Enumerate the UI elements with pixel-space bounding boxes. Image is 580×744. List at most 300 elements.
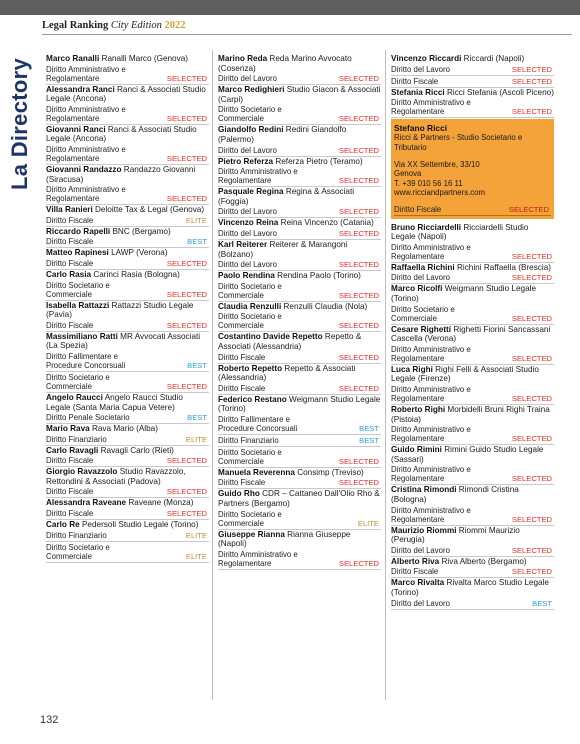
firm-name: Richini Raffaella (Brescia) [456,262,552,272]
firm-name: Ricci Stefania (Ascoli Piceno) [446,87,554,97]
lawyer-name: Paolo Rendina [218,271,275,281]
firm-name: Ricciardelli Studio Legale (Napoli) [391,222,529,242]
entry-heading [391,405,554,424]
ranking-row [391,505,554,526]
ranking-badge: SELECTED [338,321,379,331]
ranking-badge: SELECTED [166,153,207,163]
ranking-row [46,530,209,542]
ranking-badge: SELECTED [511,107,552,117]
directory-entry [218,54,381,85]
practice-area: Diritto Amministrativo e Regolamentare [218,549,298,568]
ranking-row [218,414,381,435]
ranking-badge: SELECTED [166,381,207,391]
lawyer-name: Riccardo Rapelli [46,226,111,236]
directory-entry [218,302,381,333]
entry-heading [46,498,209,508]
practice-area: Diritto Societario e Commerciale [218,447,282,466]
lawyer-name: Pietro Referza [218,156,274,166]
ranking-badge: BEST [187,237,207,247]
practice-area: Diritto del Lavoro [218,145,277,155]
lawyer-name: Alessandra Ranci [46,84,115,94]
entry-heading [391,88,554,98]
ranking-badge: BEST [187,360,207,370]
ranking-row [218,311,381,332]
practice-area: Diritto Amministrativo e Regolamentare [46,144,126,163]
entry-heading [46,467,209,486]
ranking-row [218,145,381,157]
firm-city: Genova [394,169,422,179]
ranking-row [46,351,209,372]
ranking-badge: BEST [187,413,207,423]
ranking-badge: SELECTED [166,456,207,466]
ranking-row [218,166,381,187]
entry-heading [391,365,554,384]
ranking-row [391,344,554,365]
directory-entry [46,54,209,85]
ranking-badge: ELITE [185,434,207,444]
lawyer-name: Cristina Rimondi [391,485,457,495]
directory-entry [46,446,209,468]
lawyer-name: Carlo Rasia [46,269,92,279]
lawyer-name: Karl Reiterer [218,239,268,249]
entry-heading [46,125,209,144]
lawyer-name: Maurizio Riommi [391,525,457,535]
entry-heading [391,526,554,545]
ranking-badge: SELECTED [511,251,552,261]
firm-name: Repetto & Associati (Alessandria) [218,332,362,351]
practice-area: Diritto del Lavoro [391,64,450,74]
entry-heading [218,302,381,312]
ranking-row [218,73,381,85]
directory-entry [218,332,381,363]
entry-heading [46,205,209,215]
practice-area: Diritto Fiscale [46,320,94,330]
directory-entry [46,467,209,498]
firm-name: Rimondi Cristina (Bologna) [391,485,519,504]
lawyer-name: Vincenzo Reina [218,218,279,228]
practice-area: Diritto Finanziario [218,435,279,445]
entry-heading [218,218,381,228]
firm-name: Carinci Rasia (Bologna) [93,269,180,279]
practice-area: Diritto Amministrativo e Regolamentare [46,185,126,204]
practice-area: Diritto Finanziario [46,434,107,444]
lawyer-name: Matteo Rapinesi [46,248,109,258]
directory-entry [391,223,554,263]
directory-entry [46,301,209,332]
lawyer-name: Vincenzo Riccardi [391,54,462,63]
directory-entry [391,557,554,579]
practice-area: Diritto Fiscale [218,383,266,393]
entry-heading [46,227,209,237]
ranking-row [46,236,209,248]
ranking-row [46,215,209,227]
entry-heading [46,520,209,530]
lawyer-name: Giandolfo Redini [218,125,284,135]
lawyer-name: Giorgio Ravazzolo [46,467,118,477]
firm-name: Righetti Fiorini Sancassani Cascella (Verona) [391,324,551,344]
lawyer-name: Manuela Reverenna [218,467,295,477]
firm-name: Renzulli Claudia (Nola) [283,301,368,311]
firm-name: Randazzo Giovanni (Siracusa) [46,164,196,184]
practice-area: Diritto Amministrativo e Regolamentare [391,384,471,403]
directory-entry [391,485,554,525]
ranking-row [218,435,381,447]
directory-entry [218,364,381,395]
practice-area: Diritto Fiscale [46,456,94,466]
directory-entry [46,393,209,424]
ranking-row [46,455,209,467]
entry-heading [46,248,209,258]
firm-name: LAWP (Verona) [111,248,168,258]
lawyer-name: Marco Ranalli [46,54,100,63]
ranking-row [46,104,209,125]
directory-entry [218,187,381,218]
practice-area: Diritto Societario e Commerciale [218,281,282,300]
ranking-row [391,598,554,610]
entry-heading [218,468,381,478]
practice-area: Diritto Fiscale [46,509,94,519]
practice-area: Diritto Finanziario [46,530,107,540]
ranking-badge: SELECTED [511,76,552,86]
ranking-badge: SELECTED [511,474,552,484]
ranking-row [391,464,554,485]
ranking-row [46,320,209,332]
ranking-badge: ELITE [357,518,379,528]
entry-heading [391,485,554,504]
ranking-badge: SELECTED [338,176,379,186]
firm-address: Via XX Settembre, 33/10 [394,160,480,169]
practice-area: Diritto Amministrativo e Regolamentare [391,242,471,261]
firm-name: Weigmann Studio Legale (Torino) [218,394,381,414]
firm-name: Ranci & Associati Studio Legale (Ancona) [46,124,197,144]
directory-entry [46,424,209,446]
ranking-row [46,144,209,165]
header-year: 2022 [164,20,186,31]
lawyer-name: Marino Reda [218,54,268,63]
ranking-row [391,304,554,325]
practice-area: Diritto del Lavoro [218,74,277,84]
ranking-row [391,64,554,76]
side-title-text: La Directory [7,58,32,190]
directory-entry [218,530,381,570]
directory-entry [391,578,554,609]
practice-area: Diritto del Lavoro [218,207,277,217]
lawyer-name: Stefania Ricci [391,87,445,97]
directory-entry [46,520,209,563]
lawyer-name: Villa Ranieri [46,205,93,215]
lawyer-name: Pasquale Regina [218,187,284,197]
column-divider [385,50,386,700]
lawyer-name: Angelo Raucci [46,392,103,402]
directory-entry [46,85,209,125]
lawyer-name: Guido Rho [218,489,260,499]
ranking-badge: SELECTED [338,290,379,300]
firm-name: Ranci & Associati Studio Legale (Ancona) [46,84,206,104]
ranking-badge: SELECTED [511,273,552,283]
directory-entry [218,125,381,156]
entry-heading [46,85,209,104]
ranking-row [46,64,209,85]
entry-heading [46,301,209,320]
firm-name: Rimini Guido Studio Legale (Sassari) [391,445,544,464]
lawyer-name: Costantino Davide Repetto [218,332,323,342]
firm-name: Rianna Giuseppe (Napoli) [218,529,351,549]
practice-area: Diritto Fiscale [46,258,94,268]
ranking-badge: ELITE [185,215,207,225]
ranking-row [218,383,381,395]
firm-name: Ranalli Marco (Genova) [101,54,188,63]
practice-area: Diritto Fiscale [394,204,442,214]
entry-heading [218,187,381,206]
directory-entry [46,165,209,205]
publication-header [42,20,186,31]
ranking-badge: SELECTED [511,514,552,524]
directory-entry [391,54,554,88]
ranking-row [391,76,554,88]
ranking-badge: SELECTED [338,383,379,393]
ranking-row [218,104,381,125]
ranking-badge: SELECTED [511,313,552,323]
ranking-row [46,280,209,301]
spacer [394,152,551,160]
firm-name: Reda Marino Avvocato (Cosenza) [218,54,352,73]
column-divider [212,50,213,700]
entry-heading [46,165,209,184]
firm-name: Rivalta Marco Studio Legale (Torino) [391,578,549,597]
lawyer-name: Isabella Rattazzi [46,300,110,310]
ranking-row [218,352,381,364]
ranking-badge: SELECTED [338,456,379,466]
directory-entry [46,125,209,165]
firm-name: Rava Mario (Alba) [91,424,158,434]
firm-name: Raveane (Monza) [128,498,194,508]
ranking-row [46,412,209,424]
practice-area: Diritto Societario e Commerciale [46,372,110,391]
directory-entry [391,263,554,285]
ranking-row [218,477,381,489]
practice-area: Diritto Societario e Commerciale [46,542,110,561]
firm-name: Rattazzi Studio Legale (Pavia) [46,300,194,320]
firm-phone: T. +39 010 56 16 11 [394,178,463,188]
firm-name: Riommi Maurizio (Perugia) [391,525,520,545]
lawyer-name: Roberto Repetto [218,363,283,373]
entry-heading [391,263,554,273]
page-number: 132 [40,714,59,726]
ranking-badge: SELECTED [338,114,379,124]
practice-area: Diritto Amministrativo e Regolamentare [46,64,126,83]
ranking-row [218,281,381,302]
entry-heading [218,530,381,549]
ranking-badge: SELECTED [338,145,379,155]
firm-name: Studio Giacon & Associati (Carpi) [218,85,381,104]
lawyer-name: Marco Redighieri [218,85,285,95]
ranking-badge: SELECTED [511,434,552,444]
header-rule [42,34,572,35]
ranking-badge: SELECTED [338,260,379,270]
ranking-badge: SELECTED [338,207,379,217]
firm-name: Consimp (Treviso) [297,467,364,477]
lawyer-name: Claudia Renzulli [218,301,282,311]
practice-area: Diritto Fiscale [218,352,266,362]
entry-heading [46,393,209,412]
firm-name: Ravagli Carlo (Rieti) [100,445,174,455]
ranking-badge: SELECTED [338,352,379,362]
entry-heading [218,157,381,167]
firm-name: Weigmann Studio Legale (Torino) [391,284,537,303]
practice-area: Diritto Fallimentare e Procedure Concorsuali [218,414,298,433]
ranking-badge: SELECTED [511,393,552,403]
practice-area: Diritto Societario e Commerciale [391,304,455,323]
directory-entry [46,205,209,227]
firm-name: Ricci & Partners - Studio Societario e Tributario [394,133,523,152]
directory-entry [218,85,381,125]
ranking-row [394,204,551,216]
ranking-row [218,228,381,240]
practice-area: Diritto Societario e Commerciale [218,105,282,124]
directory-entry [391,325,554,365]
directory-entry [218,395,381,468]
lawyer-name: Guido Rimini [391,445,442,455]
lawyer-name: Roberto Righi [391,404,446,414]
lawyer-name: Bruno Ricciardelli [391,222,462,232]
entry-heading [46,270,209,280]
lawyer-name: Massimiliano Ratti [46,331,118,341]
ranking-badge: BEST [359,435,379,445]
entry-heading [218,332,381,351]
directory-entry [46,227,209,249]
practice-area: Diritto Fiscale [391,76,439,86]
directory-entry [218,218,381,240]
directory-entry [391,284,554,324]
practice-area: Diritto Fallimentare e Procedure Concorsuali [46,351,126,370]
ranking-badge: SELECTED [166,509,207,519]
firm-name: Riva Alberto (Bergamo) [441,556,527,566]
ranking-badge: SELECTED [511,567,552,577]
entry-heading [391,445,554,464]
ranking-row [218,206,381,218]
directory-entry [391,88,554,119]
directory-column-1 [46,54,209,563]
ranking-badge: SELECTED [166,320,207,330]
ranking-row [46,486,209,498]
header-title: Legal Ranking [42,20,109,31]
firm-name: Reiterer & Marangoni (Bolzano) [218,239,348,259]
directory-column-3 [391,54,554,610]
lawyer-name: Giovanni Ranci [46,124,106,134]
firm-name: Rendina Paolo (Torino) [277,271,361,281]
featured-entry [391,119,554,218]
entry-heading [391,325,554,344]
ranking-row [46,184,209,205]
ranking-row [46,542,209,563]
entry-heading [218,125,381,144]
practice-area: Diritto Fiscale [46,237,94,247]
entry-heading [218,395,381,414]
side-title [6,54,34,194]
ranking-row [391,545,554,557]
practice-area: Diritto Amministrativo e Regolamentare [391,344,471,363]
ranking-badge: SELECTED [166,113,207,123]
practice-area: Diritto del Lavoro [218,228,277,238]
firm-name: MR Avvocati Associati (La Spezia) [46,331,201,351]
directory-entry [218,240,381,271]
ranking-row [391,97,554,118]
ranking-badge: SELECTED [338,228,379,238]
practice-area: Diritto del Lavoro [391,273,450,283]
practice-area: Diritto Fiscale [391,567,439,577]
entry-heading [391,578,554,597]
entry-heading [218,85,381,104]
practice-area: Diritto Societario e Commerciale [218,312,282,331]
firm-name: Reina Vincenzo (Catania) [280,218,374,228]
ranking-badge: BEST [532,598,552,608]
lawyer-name: Marco Ricolfi [391,284,443,294]
practice-area: Diritto Amministrativo e Regolamentare [391,98,471,117]
lawyer-name: Marco Rivalta [391,578,445,588]
ranking-badge: SELECTED [511,353,552,363]
entry-heading [391,223,554,242]
lawyer-name: Mario Rava [46,424,90,434]
entry-heading [46,332,209,351]
ranking-badge: SELECTED [166,289,207,299]
directory-entry [46,498,209,520]
firm-name: Redini Giandolfo (Palermo) [218,125,347,144]
ranking-row [218,447,381,468]
ranking-badge: SELECTED [166,258,207,268]
directory-entry [391,405,554,445]
directory-entry [46,332,209,393]
practice-area: Diritto Societario e Commerciale [218,509,282,528]
ranking-badge: BEST [359,423,379,433]
ranking-row [391,242,554,263]
ranking-badge: SELECTED [166,194,207,204]
directory-entry [46,248,209,270]
practice-area: Diritto Amministrativo e Regolamentare [391,505,471,524]
ranking-row [46,434,209,446]
ranking-row [46,258,209,270]
entry-heading [218,54,381,73]
directory-entry [391,526,554,557]
firm-name: Angelo Raucci Studio Legale (Santa Maria Capua Vetere) [46,392,183,412]
directory-entry [218,157,381,188]
lawyer-name: Alessandra Raveane [46,498,127,508]
ranking-row [391,384,554,405]
entry-heading [46,446,209,456]
ranking-badge: ELITE [185,551,207,561]
entry-heading [46,424,209,434]
practice-area: Diritto del Lavoro [391,598,450,608]
practice-area: Diritto Societario e Commerciale [46,280,110,299]
firm-name: Morbidelli Bruni Righi Traina (Pistoia) [391,404,550,424]
lawyer-name: Raffaella Richini [391,262,455,272]
practice-area: Diritto del Lavoro [391,545,450,555]
practice-area: Diritto Fiscale [218,478,266,488]
practice-area: Diritto Fiscale [46,215,94,225]
lawyer-name: Giuseppe Rianna [218,529,285,539]
firm-name: Referza Pietro (Teramo) [275,156,363,166]
entry-heading [391,54,554,64]
lawyer-name: Cesare Righetti [391,324,452,334]
ranking-row [391,566,554,578]
ranking-row [218,259,381,271]
lawyer-name: Carlo Ravagli [46,445,99,455]
lawyer-name: Stefano Ricci [394,123,448,134]
lawyer-name: Giovanni Randazzo [46,164,122,174]
directory-entry [391,445,554,485]
firm-name: CDR – Cattaneo Dall'Olio Rho & Partners (Bergamo) [218,489,380,509]
firm-name: Riccardi (Napoli) [463,54,525,63]
firm-website: www.ricciandpartners.com [394,188,485,198]
